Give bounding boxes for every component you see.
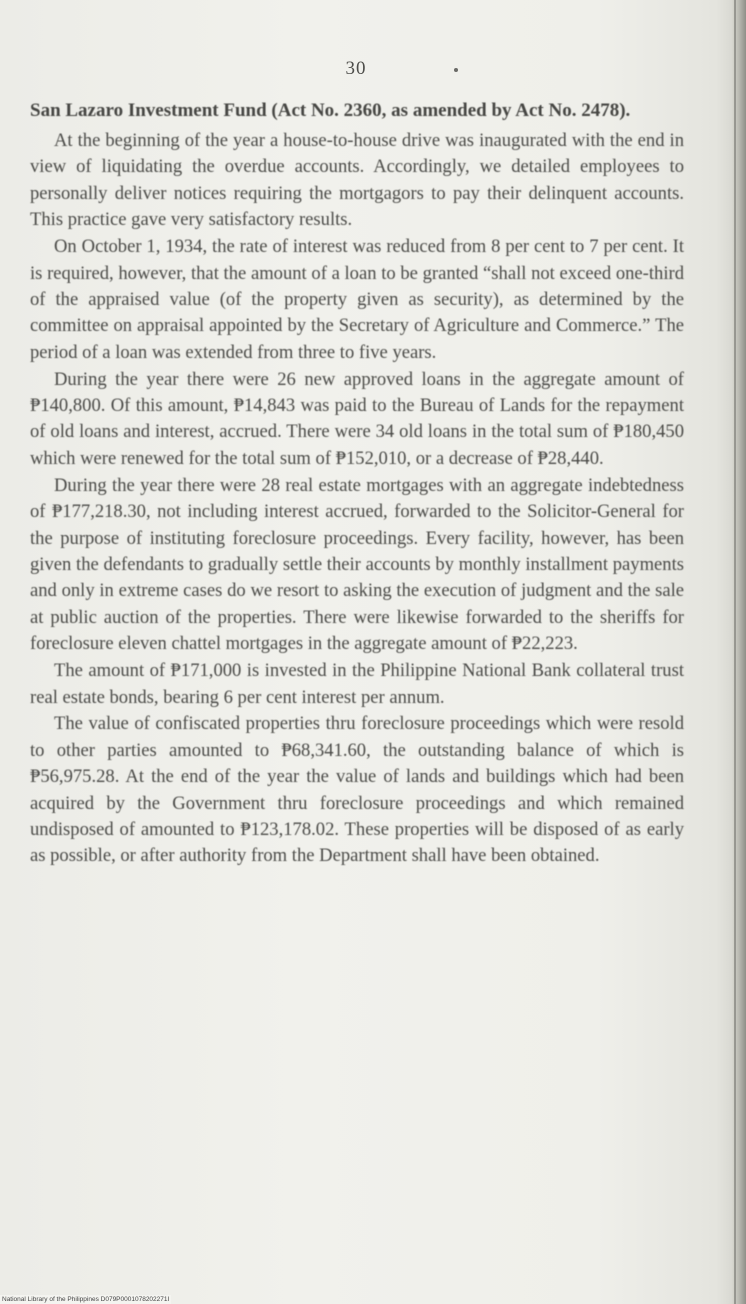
binding-shadow-line [734,0,736,1304]
paragraph-foreclosures: During the year there were 28 real estate mortgages with an aggregate indebtedness of ₱177,218.30, not including interest accrued, forwarded to the Solicitor-General for the purpose of instituting foreclosure proceedings. Every facility, however, has been given the defendants to gradually settle their accounts by monthly installment payments and only in extreme cases do we resort to asking the execution of judgment and the sale at public auction of the properties. There were likewise forwarded to the sheriffs for foreclosure eleven chattel mortgages in the aggregate amount of ₱22,223. [30,474,684,655]
archive-footer-label: National Library of the Philippines D079P0001078202271I [2,1296,170,1303]
page-body [30,98,684,870]
paragraph-collection-drive: At the beginning of the year a house-to-house drive was inaugurated with the end in view of liquidating the overdue accounts. Accordingly, we detailed employees to personally deliver notices requiring the mortgagors to pay their delinquent accounts. This practice gave very satisfactory results. [30,130,684,231]
paragraph-confiscated-properties: The value of confiscated properties thru foreclosure proceedings which were resold to other parties amounted to ₱68,341.60, the outstanding balance of which is ₱56,975.28. At the end of the year the value of lands and buildings which had been acquired by the Government thru foreclosure proceedings and which remained undisposed of amounted to ₱123,178.02. These properties will be disposed of as early as possible, or after authority from the Department shall have been obtained. [30,713,684,867]
paragraph-interest-rate: On October 1, 1934, the rate of interest was reduced from 8 per cent to 7 per cent. It is required, however, that the amount of a loan to be granted “shall not exceed one-third of the appraised value (of the property given as security), as determined by the committee on appraisal appointed by the Secretary of Agriculture and Commerce.” The period of a loan was extended from three to five years. [30,236,684,363]
section-heading: San Lazaro Investment Fund (Act No. 2360, as amended by Act No. 2478). [30,100,631,121]
ink-speck [454,68,458,72]
paragraph-bond-investment: The amount of ₱171,000 is invested in the Philippine National Bank collateral trust real estate bonds, bearing 6 per cent interest per annum. [30,660,684,708]
page-number: 30 [345,58,367,79]
paragraph-new-loans: During the year there were 26 new approved loans in the aggregate amount of ₱140,800. Of this amount, ₱14,843 was paid to the Bureau of Lands for the repayment of old loans and interest, accrued. There were 34 old loans in the total sum of ₱180,450 which were renewed for the total sum of ₱152,010, or a decrease of ₱28,440. [30,368,684,469]
